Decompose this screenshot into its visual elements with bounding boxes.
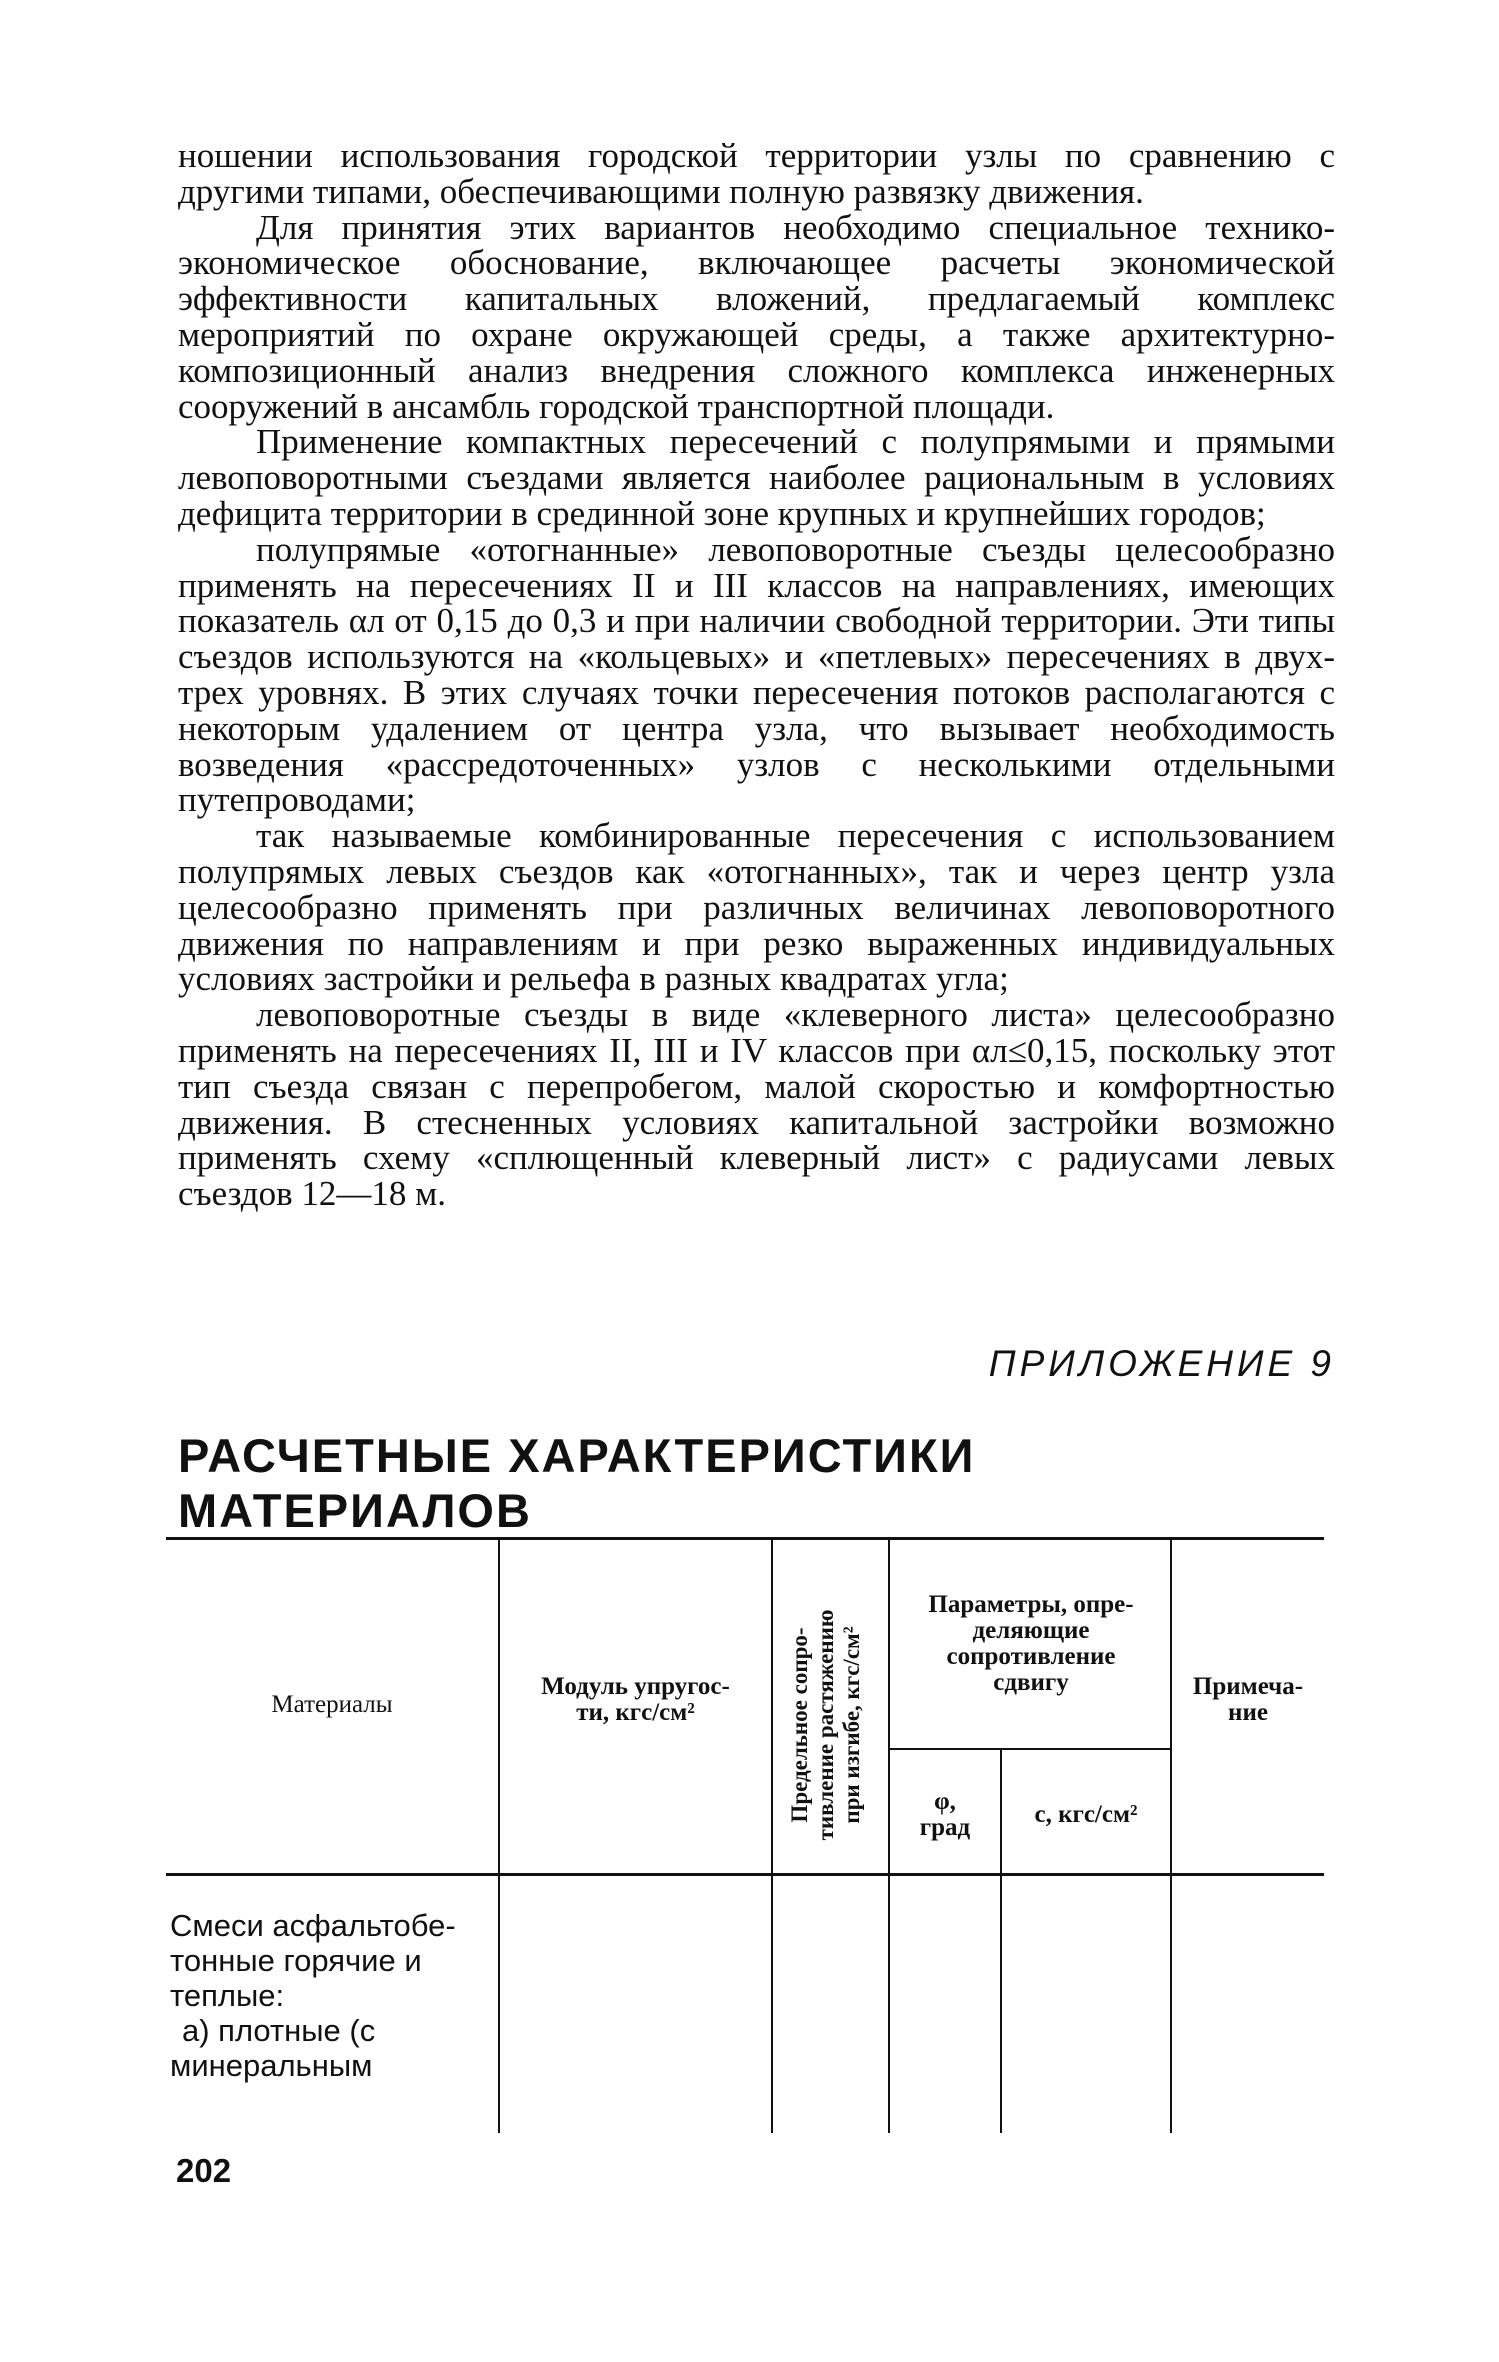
table-row-material: [170, 1908, 495, 2083]
table-col-divider-1: [498, 1540, 500, 2133]
table-subheader-rule: [890, 1748, 1172, 1750]
header-shear-line-2: деляющие: [972, 1617, 1090, 1644]
header-shear-line-1: Параметры, опре-: [928, 1591, 1134, 1618]
header-phi-line-2: град: [919, 1814, 971, 1841]
header-cohesion-text: c, кгс/см²: [1034, 1801, 1138, 1828]
paragraph-1: Для принятия этих вариантов необходимо специальное технико-экономическое обоснование, включающее расчеты экономической эффективности капитальных вложений, предлагаемый комплекс мероприятий по охране окружающей среды, а также архитектурно-композиционный анализ внедрения сложного комплекса инженерных сооружений в ансамбль городской транспортной площади.: [178, 207, 1335, 426]
page-number: 202: [176, 2152, 232, 2189]
header-shear-line-3: сопротивление: [946, 1643, 1116, 1670]
paragraph-0: ношении использования городской территории узлы по сравнению с другими типами, обеспечивающими полную развязку движения.: [178, 136, 1335, 211]
section-title: РАСЧЕТНЫЕ ХАРАКТЕРИСТИКИ МАТЕРИАЛОВ: [178, 1429, 976, 1537]
header-tensile-line-3: при изгибе, кгс/см²: [839, 1626, 864, 1824]
row-material-line-1: Смеси асфальтобе-: [170, 1908, 456, 1943]
row-material-line-2: тонные горячие и: [170, 1943, 422, 1978]
header-modulus-line-1: Модуль упругос-: [541, 1673, 730, 1700]
header-tensile-line-2: тивление растяжению: [813, 1609, 838, 1841]
header-notes-line-2: ние: [1228, 1699, 1268, 1726]
table-top-rule: [166, 1537, 1324, 1540]
row-material-line-3: теплые:: [170, 1978, 285, 2013]
body-text: [178, 138, 1335, 1212]
appendix-label: ПРИЛОЖЕНИЕ 9: [988, 1343, 1335, 1384]
header-phi-line-1: φ,: [934, 1788, 956, 1815]
paragraph-5: левоповоротные съезды в виде «клеверного листа» целесообразно применять на пересечениях II, III и IV классов при αл≤0,15, поскольку этот тип съезда связан с перепробегом, малой скоростью и комфортностью движения. В стесненных условиях капитальной застройки возможно применять схему «сплющенный клеверный лист» с радиусами левых съездов 12—18 м.: [178, 995, 1335, 1214]
header-materials-text: Материалы: [271, 1691, 393, 1718]
header-materials: [166, 1692, 498, 1718]
row-material-line-4: а) плотные (с: [182, 2013, 376, 2048]
header-shear-params: [890, 1592, 1172, 1696]
paragraph-2: Применение компактных пересечений с полупрямыми и прямыми левоповоротными съездами является наиболее рациональным в условиях дефицита территории в срединной зоне крупных и крупнейших городов;: [178, 422, 1335, 533]
header-tensile-strength: [787, 1580, 877, 1870]
header-cohesion: [1002, 1802, 1170, 1828]
paragraph-4: так называемые комбинированные пересечения с использованием полупрямых левых съездов как «отогнанных», так и через центр узла целесообразно применять при различных величинах левоповоротного движения по направлениям и при резко выраженных индивидуальных условиях застройки и рельефа в разных квадратах угла;: [178, 816, 1335, 999]
table-col-divider-2: [771, 1540, 773, 2133]
header-notes-line-1: Примеча-: [1192, 1673, 1304, 1700]
row-material-line-5: минеральным: [170, 2048, 373, 2083]
header-shear-line-4: сдвигу: [993, 1669, 1069, 1696]
header-tensile-line-1: Предельное сопро-: [787, 1627, 812, 1823]
table-header-rule: [166, 1873, 1324, 1876]
header-phi: [890, 1789, 1000, 1841]
header-notes: [1172, 1674, 1324, 1726]
paragraph-3: полупрямые «отогнанные» левоповоротные съезды целесообразно применять на пересечениях II и III классов на направлениях, имеющих показатель αл от 0,15 до 0,3 и при наличии свободной территории. Эти типы съездов используются на «кольцевых» и «петлевых» пересечениях в двух-трех уровнях. В этих случаях точки пересечения потоков располагаются с некоторым удалением от центра узла, что вызывает необходимость возведения «рассредоточенных» узлов с несколькими отдельными путепроводами;: [178, 529, 1335, 820]
header-modulus: [500, 1674, 771, 1726]
header-modulus-line-2: ти, кгс/см²: [576, 1699, 695, 1726]
